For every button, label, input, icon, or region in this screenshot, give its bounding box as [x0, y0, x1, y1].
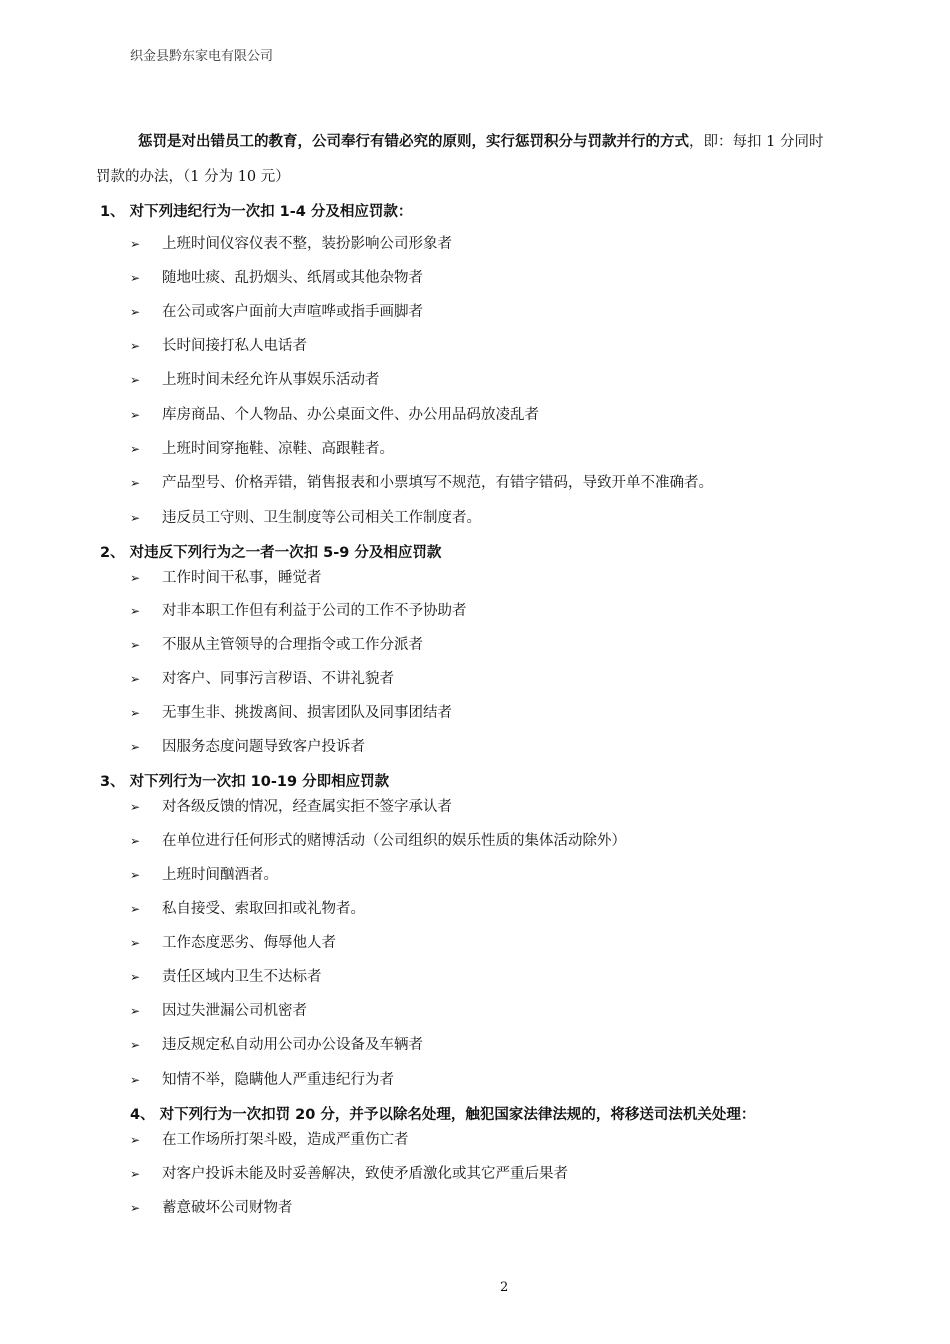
arrow-bullet-icon: ➢ [130, 339, 141, 353]
list-item [130, 795, 452, 816]
arrow-bullet-icon: ➢ [130, 442, 141, 456]
list-item-text: 违反员工守则、卫生制度等公司相关工作制度者。 [162, 510, 481, 526]
list-item-text: 在单位进行任何形式的赌博活动（公司组织的娱乐性质的集体活动除外） [162, 833, 626, 849]
arrow-bullet-icon: ➢ [130, 1004, 141, 1018]
list-item [130, 232, 452, 253]
list-item-text: 无事生非、挑拨离间、损害团队及同事团结者 [162, 705, 452, 721]
arrow-bullet-icon: ➢ [130, 305, 141, 319]
arrow-bullet-icon: ➢ [130, 1133, 141, 1147]
arrow-bullet-icon: ➢ [130, 408, 141, 422]
list-item-text: 知情不举，隐瞒他人严重违纪行为者 [162, 1072, 394, 1088]
list-item [130, 999, 307, 1020]
list-item-text: 因服务态度问题导致客户投诉者 [162, 739, 365, 755]
list-item-text: 对客户、同事污言秽语、不讲礼貌者 [162, 671, 394, 687]
intro-paragraph [96, 124, 916, 195]
arrow-bullet-icon: ➢ [130, 476, 141, 490]
arrow-bullet-icon: ➢ [130, 706, 141, 720]
list-item-text: 上班时间穿拖鞋、凉鞋、高跟鞋者。 [162, 441, 394, 457]
list-item-text: 产品型号、价格弄错，销售报表和小票填写不规范，有错字错码，导致开单不准确者。 [162, 475, 713, 491]
section-heading-3: 3、 对下列行为一次扣 10-19 分即相应罚款 [100, 774, 390, 790]
list-item-text: 蓄意破坏公司财物者 [162, 1200, 293, 1216]
list-item [130, 633, 423, 654]
intro-bold-text: 惩罚是对出错员工的教育，公司奉行有错必究的原则，实行惩罚积分与罚款并行的方式 [138, 133, 689, 150]
list-item [130, 829, 626, 850]
list-item-text: 私自接受、索取回扣或礼物者。 [162, 901, 365, 917]
arrow-bullet-icon: ➢ [130, 902, 141, 916]
list-item-text: 因过失泄漏公司机密者 [162, 1003, 307, 1019]
list-item [130, 667, 394, 688]
list-item-text: 对非本职工作但有利益于公司的工作不予协助者 [162, 603, 467, 619]
list-item-text: 上班时间未经允许从事娱乐活动者 [162, 372, 380, 388]
arrow-bullet-icon: ➢ [130, 604, 141, 618]
arrow-bullet-icon: ➢ [130, 571, 141, 585]
arrow-bullet-icon: ➢ [130, 1038, 141, 1052]
intro-line2: 罚款的办法，（1 分为 10 元） [96, 169, 290, 185]
arrow-bullet-icon: ➢ [130, 511, 141, 525]
list-item [130, 1196, 293, 1217]
list-item-text: 对各级反馈的情况，经查属实拒不签字承认者 [162, 799, 452, 815]
list-item [130, 266, 423, 287]
list-item-text: 长时间接打私人电话者 [162, 338, 307, 354]
list-item [130, 368, 380, 389]
arrow-bullet-icon: ➢ [130, 1073, 141, 1087]
list-item-text: 工作时间干私事，睡觉者 [162, 570, 322, 586]
arrow-bullet-icon: ➢ [130, 373, 141, 387]
list-item [130, 1068, 394, 1089]
list-item-text: 随地吐痰、乱扔烟头、纸屑或其他杂物者 [162, 270, 423, 286]
list-item-text: 库房商品、个人物品、办公桌面文件、办公用品码放凌乱者 [162, 407, 539, 423]
list-item [130, 403, 539, 424]
list-item [130, 863, 278, 884]
list-item-text: 工作态度恶劣、侮辱他人者 [162, 935, 336, 951]
list-item [130, 599, 467, 620]
list-item-text: 上班时间仪容仪表不整，装扮影响公司形象者 [162, 236, 452, 252]
list-item [130, 897, 365, 918]
list-item [130, 701, 452, 722]
list-item [130, 566, 322, 587]
list-item-text: 在公司或客户面前大声喧哗或指手画脚者 [162, 304, 423, 320]
list-item [130, 735, 365, 756]
list-item [130, 300, 423, 321]
list-item-text: 在工作场所打架斗殴，造成严重伤亡者 [162, 1132, 409, 1148]
arrow-bullet-icon: ➢ [130, 1201, 141, 1215]
arrow-bullet-icon: ➢ [130, 672, 141, 686]
list-item-text: 违反规定私自动用公司办公设备及车辆者 [162, 1037, 423, 1053]
list-item [130, 965, 322, 986]
section-heading-2: 2、 对违反下列行为之一者一次扣 5-9 分及相应罚款 [100, 545, 442, 561]
page-number: 2 [500, 1280, 509, 1295]
list-item [130, 506, 481, 527]
arrow-bullet-icon: ➢ [130, 1167, 141, 1181]
list-item [130, 334, 307, 355]
arrow-bullet-icon: ➢ [130, 638, 141, 652]
section-heading-4: 4、 对下列行为一次扣罚 20 分，并予以除名处理，触犯国家法律法规的，将移送司法机关处理： [130, 1107, 756, 1123]
arrow-bullet-icon: ➢ [130, 834, 141, 848]
list-item-text: 责任区域内卫生不达标者 [162, 969, 322, 985]
arrow-bullet-icon: ➢ [130, 970, 141, 984]
list-item [130, 471, 713, 492]
arrow-bullet-icon: ➢ [130, 271, 141, 285]
list-item [130, 437, 394, 458]
arrow-bullet-icon: ➢ [130, 936, 141, 950]
list-item [130, 1033, 423, 1054]
list-item-text: 不服从主管领导的合理指令或工作分派者 [162, 637, 423, 653]
list-item-text: 上班时间酗酒者。 [162, 867, 278, 883]
arrow-bullet-icon: ➢ [130, 237, 141, 251]
list-item-text: 对客户投诉未能及时妥善解决，致使矛盾激化或其它严重后果者 [162, 1166, 568, 1182]
arrow-bullet-icon: ➢ [130, 800, 141, 814]
list-item [130, 931, 336, 952]
list-item [130, 1128, 409, 1149]
intro-rest-text: ，即：每扣 1 分同时 [689, 134, 824, 150]
section-heading-1: 1、 对下列违纪行为一次扣 1-4 分及相应罚款： [100, 204, 413, 220]
list-item [130, 1162, 568, 1183]
arrow-bullet-icon: ➢ [130, 868, 141, 882]
arrow-bullet-icon: ➢ [130, 740, 141, 754]
company-header: 织金县黔东家电有限公司 [130, 49, 274, 64]
